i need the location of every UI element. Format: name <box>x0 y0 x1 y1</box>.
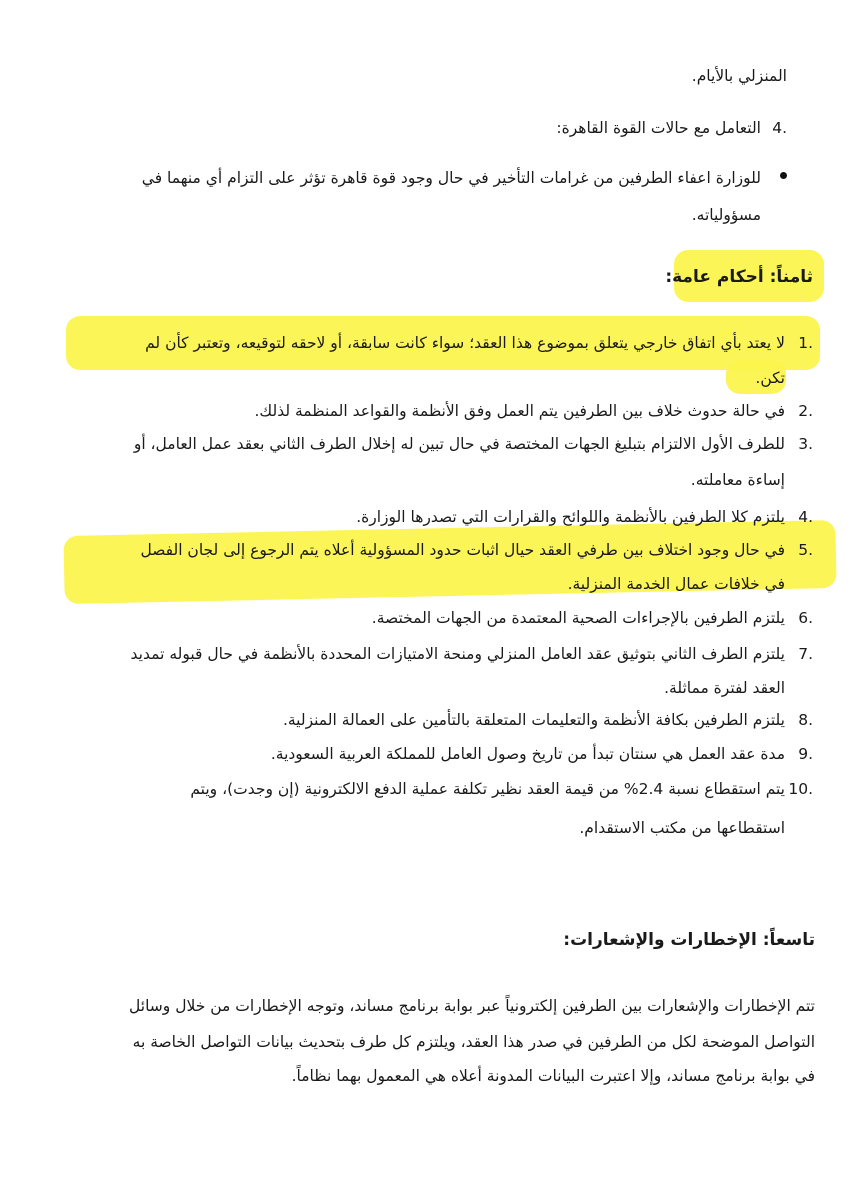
item4-line1: يلتزم كلا الطرفين بالأنظمة واللوائح والقرارات التي تصدرها الوزارة. <box>356 508 785 526</box>
item1-line1: لا يعتد بأي اتفاق خارجي يتعلق بموضوع هذا العقد؛ سواء كانت سابقة، أو لاحقه لتوقيعه، وتعتبر كأن لم <box>145 334 785 352</box>
intro-tail: المنزلي بالأيام. <box>691 67 787 85</box>
item10-line1: يتم استقطاع نسبة 2.4% من قيمة العقد نظير تكلفة عملية الدفع الالكترونية (إن وجدت)، ويتم <box>190 780 785 798</box>
force-majeure-bullet-line2: مسؤولياته. <box>691 206 761 224</box>
item1-line2: تكن. <box>755 369 785 387</box>
item-number: 8. <box>798 711 813 729</box>
item9-line1: مدة عقد العمل هي سنتان تبدأ من تاريخ وصول العامل للمملكة العربية السعودية. <box>270 745 785 763</box>
item-number: 1. <box>798 334 813 352</box>
item-number: 6. <box>798 609 813 627</box>
item3-line2: إساءة معاملته. <box>690 471 785 489</box>
item-number: 2. <box>798 402 813 420</box>
force-majeure-title: التعامل مع حالات القوة القاهرة: <box>556 119 761 137</box>
section9-line2: التواصل الموضحة لكل من الطرفين في صدر هذا العقد، ويلتزم كل طرف بتحديث بيانات التواصل الخاصة به <box>132 1033 815 1051</box>
item7-line2: العقد لفترة مماثلة. <box>664 679 785 697</box>
force-majeure-bullet-line1: للوزارة اعفاء الطرفين من غرامات التأخير في حال وجود قوة قاهرة تؤثر على التزام أي منهما في <box>141 169 761 187</box>
section9-line1: تتم الإخطارات والإشعارات بين الطرفين إلكترونياً عبر بوابة برنامج مساند، وتوجه الإخطارات من خلال وسائل <box>129 997 815 1015</box>
item5-line2: في خلافات عمال الخدمة المنزلية. <box>567 575 785 593</box>
section9-heading: تاسعاً: الإخطارات والإشعارات: <box>563 930 815 950</box>
item7-line1: يلتزم الطرف الثاني بتوثيق عقد العامل المنزلي ومنحة الامتيازات المحددة بالأنظمة في حال قبوله تمديد <box>130 645 785 663</box>
bullet-icon <box>780 172 787 179</box>
section8-heading: ثامناً: أحكام عامة: <box>665 267 813 287</box>
item3-line1: للطرف الأول الالتزام بتبليغ الجهات المختصة في حال تبين له إخلال الطرف الثاني بعقد عمل العامل، أو <box>133 435 785 453</box>
item2-line1: في حالة حدوث خلاف بين الطرفين يتم العمل وفق الأنظمة والقواعد المنظمة لذلك. <box>254 402 785 420</box>
item-number: 7. <box>798 645 813 663</box>
item-number: 5. <box>798 541 813 559</box>
section9-line3: في بوابة برنامج مساند، وإلا اعتبرت البيانات المدونة أعلاه هي المعمول بهما نظاماً. <box>291 1067 815 1085</box>
item-number: 3. <box>798 435 813 453</box>
item10-line2: استقطاعها من مكتب الاستقدام. <box>579 819 785 837</box>
item-number: 9. <box>798 745 813 763</box>
item8-line1: يلتزم الطرفين بكافة الأنظمة والتعليمات المتعلقة بالتأمين على العمالة المنزلية. <box>282 711 785 729</box>
item-number: 4. <box>798 508 813 526</box>
item-number: 10. <box>788 780 813 798</box>
item5-line1: في حال وجود اختلاف بين طرفي العقد حيال اثبات حدود المسؤولية أعلاه يتم الرجوع إلى لجان الفصل <box>140 541 785 559</box>
force-majeure-number: 4. <box>772 119 787 137</box>
item6-line1: يلتزم الطرفين بالإجراءات الصحية المعتمدة من الجهات المختصة. <box>371 609 785 627</box>
